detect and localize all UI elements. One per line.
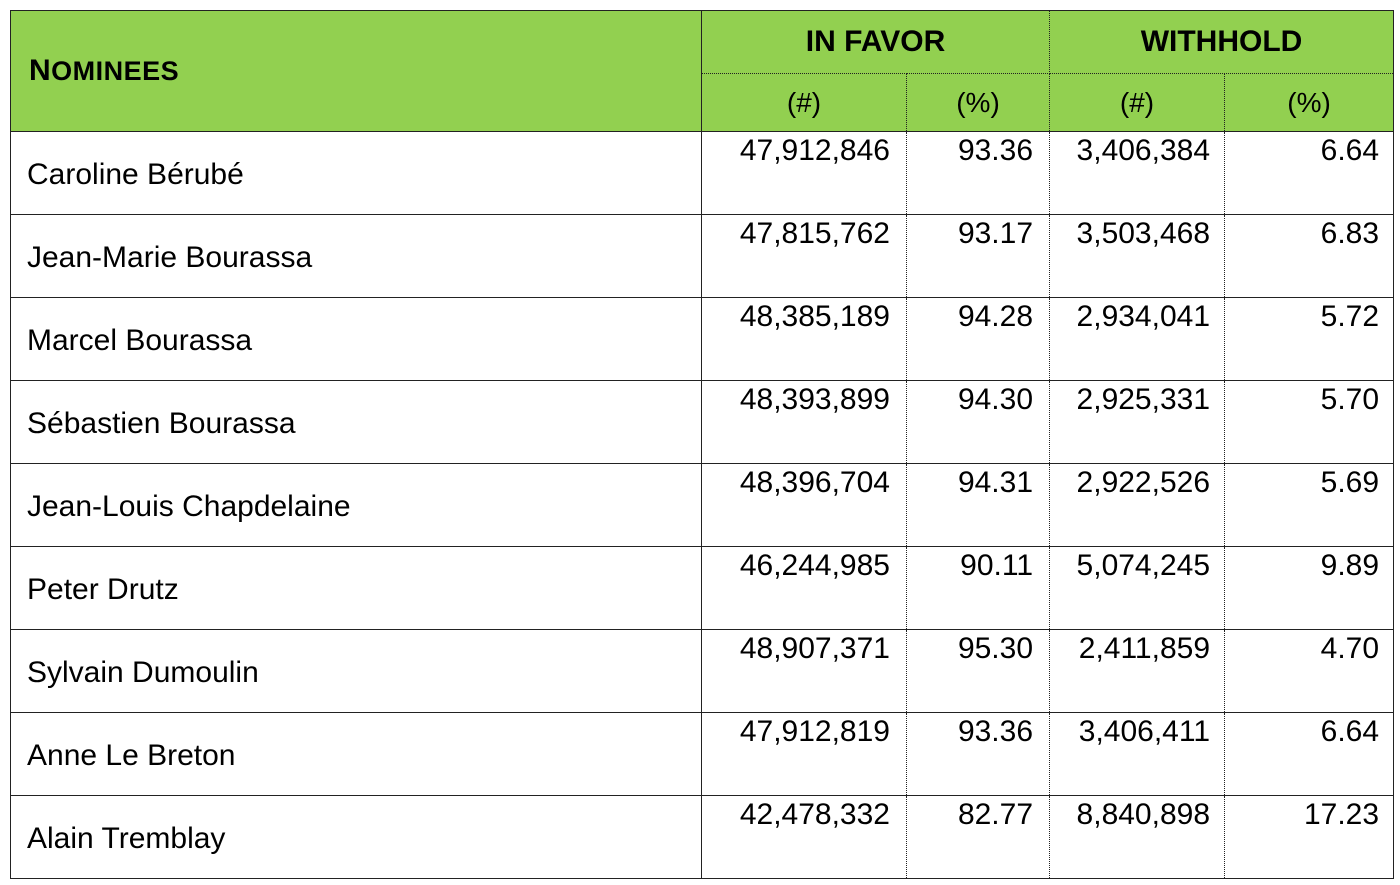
nominee-name: Peter Drutz: [11, 547, 702, 630]
in-favor-count-header: (#): [702, 74, 907, 132]
withhold-pct-cell: 9.89: [1225, 547, 1394, 630]
nominee-name: Jean-Louis Chapdelaine: [11, 464, 702, 547]
withhold-count-cell: 3,406,411: [1050, 713, 1225, 796]
withhold-count-cell: 3,503,468: [1050, 215, 1225, 298]
nominee-name: Anne Le Breton: [11, 713, 702, 796]
favor-pct-cell: 94.28: [907, 298, 1050, 381]
favor-count-cell: 48,393,899: [702, 381, 907, 464]
favor-count-cell: 47,912,819: [702, 713, 907, 796]
nominee-name: Jean-Marie Bourassa: [11, 215, 702, 298]
table-row: [11, 713, 1394, 796]
favor-count-cell: 48,385,189: [702, 298, 907, 381]
withhold-pct-cell: 5.72: [1225, 298, 1394, 381]
withhold-count-header: (#): [1050, 74, 1225, 132]
favor-pct-cell: 93.36: [907, 713, 1050, 796]
favor-count-cell: 42,478,332: [702, 796, 907, 879]
withhold-pct-cell: 5.70: [1225, 381, 1394, 464]
withhold-count-cell: 3,406,384: [1050, 132, 1225, 215]
favor-pct-cell: 82.77: [907, 796, 1050, 879]
withhold-pct-cell: 6.64: [1225, 132, 1394, 215]
favor-pct-cell: 94.31: [907, 464, 1050, 547]
favor-pct-cell: 90.11: [907, 547, 1050, 630]
table-row: [11, 547, 1394, 630]
nominee-name: Sébastien Bourassa: [11, 381, 702, 464]
withhold-count-cell: 8,840,898: [1050, 796, 1225, 879]
nominees-header-rest: OMINEES: [51, 56, 180, 86]
favor-pct-cell: 93.17: [907, 215, 1050, 298]
withhold-pct-cell: 4.70: [1225, 630, 1394, 713]
nominee-name: Sylvain Dumoulin: [11, 630, 702, 713]
in-favor-header: IN FAVOR: [702, 11, 1050, 74]
nominee-name: Caroline Bérubé: [11, 132, 702, 215]
withhold-count-cell: 5,074,245: [1050, 547, 1225, 630]
table-body: [11, 132, 1394, 879]
table-row: [11, 796, 1394, 879]
favor-count-cell: 48,396,704: [702, 464, 907, 547]
withhold-count-cell: 2,922,526: [1050, 464, 1225, 547]
withhold-header: WITHHOLD: [1050, 11, 1394, 74]
withhold-pct-cell: 5.69: [1225, 464, 1394, 547]
favor-count-cell: 47,815,762: [702, 215, 907, 298]
favor-pct-cell: 94.30: [907, 381, 1050, 464]
election-results-table: [10, 10, 1394, 879]
favor-count-cell: 47,912,846: [702, 132, 907, 215]
withhold-pct-cell: 6.64: [1225, 713, 1394, 796]
in-favor-pct-header: (%): [907, 74, 1050, 132]
header-row-top: [11, 11, 1394, 74]
table-header: [11, 11, 1394, 132]
favor-pct-cell: 95.30: [907, 630, 1050, 713]
table-row: [11, 132, 1394, 215]
nominee-name: Marcel Bourassa: [11, 298, 702, 381]
table-row: [11, 464, 1394, 547]
favor-count-cell: 46,244,985: [702, 547, 907, 630]
table-row: [11, 215, 1394, 298]
withhold-pct-header: (%): [1225, 74, 1394, 132]
withhold-count-cell: 2,934,041: [1050, 298, 1225, 381]
withhold-count-cell: 2,411,859: [1050, 630, 1225, 713]
table-row: [11, 630, 1394, 713]
table-row: [11, 381, 1394, 464]
withhold-count-cell: 2,925,331: [1050, 381, 1225, 464]
favor-pct-cell: 93.36: [907, 132, 1050, 215]
nominees-header-initial: N: [29, 54, 52, 87]
table-row: [11, 298, 1394, 381]
withhold-pct-cell: 17.23: [1225, 796, 1394, 879]
nominee-name: Alain Tremblay: [11, 796, 702, 879]
withhold-pct-cell: 6.83: [1225, 215, 1394, 298]
nominees-header: [11, 11, 702, 132]
favor-count-cell: 48,907,371: [702, 630, 907, 713]
